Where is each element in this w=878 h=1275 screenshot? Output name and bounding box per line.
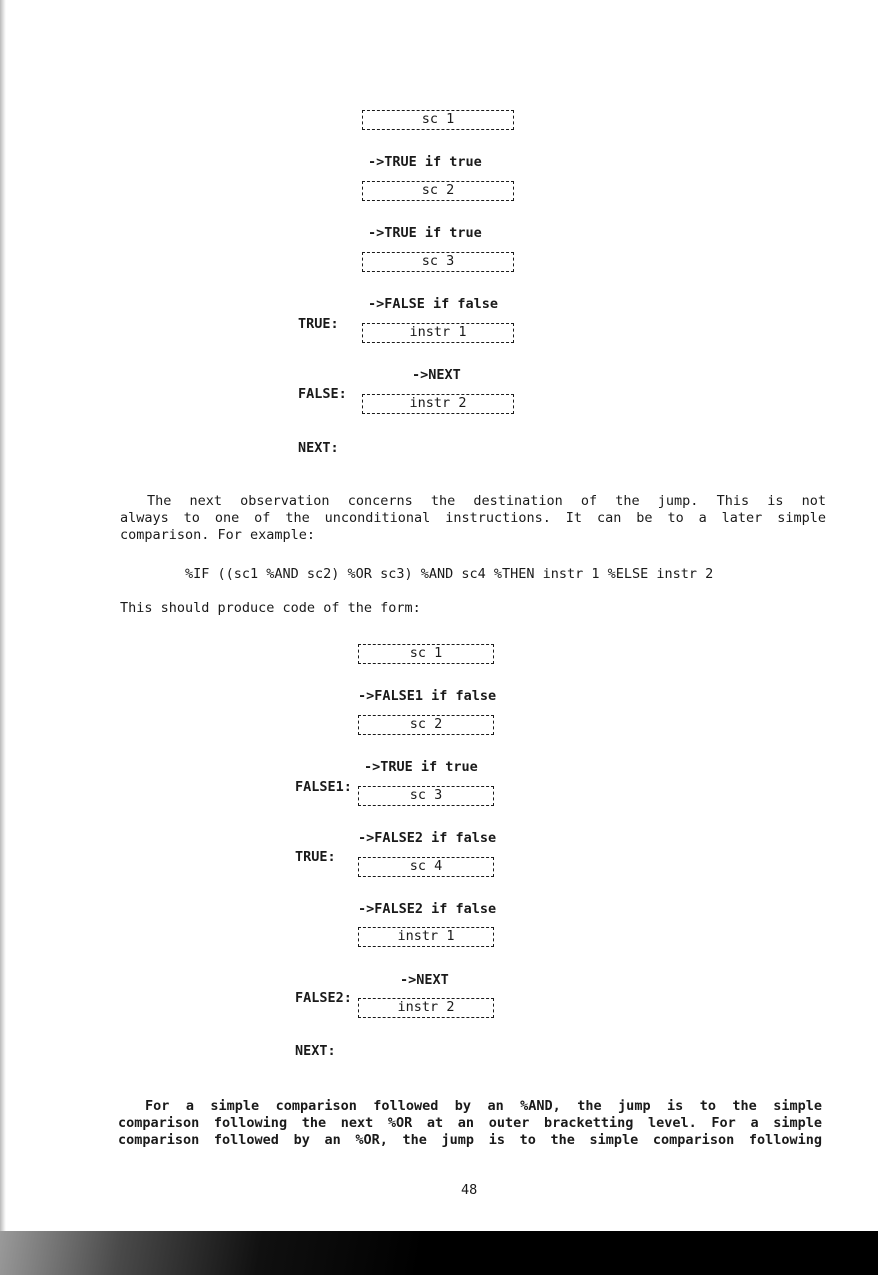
paragraph-line: The next observation concerns the destination of the jump. This is not (147, 493, 826, 509)
page-number: 48 (461, 1182, 478, 1198)
diagram2-label-false1: FALSE1: (295, 779, 352, 795)
paragraph-2: This should produce code of the form: (120, 600, 421, 616)
diagram2-box-sc4 (358, 857, 494, 877)
paragraph-line: comparison following the next %OR at an outer bracketting level. For a simple (118, 1115, 822, 1131)
diagram2-box-sc1 (358, 644, 494, 664)
diagram2-jump-2: ->TRUE if true (364, 759, 478, 775)
scan-bottom-edge (0, 1231, 878, 1275)
box-label: sc 3 (409, 787, 443, 803)
box-label: sc 2 (421, 182, 455, 198)
paragraph-line: comparison. For example: (120, 527, 316, 543)
paragraph-line: For a simple comparison followed by an %AND, the jump is to the simple (145, 1098, 822, 1114)
diagram1-box-sc1 (362, 110, 514, 130)
code-example: %IF ((sc1 %AND sc2) %OR sc3) %AND sc4 %THEN instr 1 %ELSE instr 2 (185, 566, 714, 582)
diagram2-box-instr1 (358, 927, 494, 947)
diagram1-jump-next: ->NEXT (412, 367, 461, 383)
diagram2-box-sc3 (358, 786, 494, 806)
diagram2-box-sc2 (358, 715, 494, 735)
diagram2-label-false2: FALSE2: (295, 990, 352, 1006)
paragraph-1 (120, 493, 826, 544)
diagram1-box-sc3 (362, 252, 514, 272)
diagram2-jump-4: ->FALSE2 if false (358, 901, 497, 917)
diagram1-box-instr2 (362, 394, 514, 414)
diagram1-jump-1: ->TRUE if true (368, 154, 482, 170)
diagram1-label-next: NEXT: (298, 440, 339, 456)
diagram1-jump-3: ->FALSE if false (368, 296, 499, 312)
box-label: instr 2 (409, 395, 467, 411)
box-label: sc 4 (409, 858, 443, 874)
box-label: instr 2 (397, 999, 455, 1015)
diagram2-box-instr2 (358, 998, 494, 1018)
diagram1-box-instr1 (362, 323, 514, 343)
box-label: sc 1 (409, 645, 443, 661)
box-label: sc 2 (409, 716, 443, 732)
page-left-edge (0, 0, 6, 1235)
diagram1-jump-2: ->TRUE if true (368, 225, 482, 241)
box-label: instr 1 (409, 324, 467, 340)
box-label: instr 1 (397, 928, 455, 944)
paragraph-line: always to one of the unconditional instructions. It can be to a later simple (120, 510, 826, 526)
diagram2-label-next: NEXT: (295, 1043, 336, 1059)
diagram1-label-false: FALSE: (298, 386, 347, 402)
box-label: sc 1 (421, 111, 455, 127)
paragraph-line: comparison followed by an %OR, the jump is to the simple comparison following (118, 1132, 822, 1148)
diagram2-label-true: TRUE: (295, 849, 336, 865)
diagram2-jump-next: ->NEXT (400, 972, 449, 988)
diagram1-box-sc2 (362, 181, 514, 201)
box-label: sc 3 (421, 253, 455, 269)
paragraph-3 (118, 1098, 822, 1149)
diagram2-jump-1: ->FALSE1 if false (358, 688, 497, 704)
diagram1-label-true: TRUE: (298, 316, 339, 332)
diagram2-jump-3: ->FALSE2 if false (358, 830, 497, 846)
